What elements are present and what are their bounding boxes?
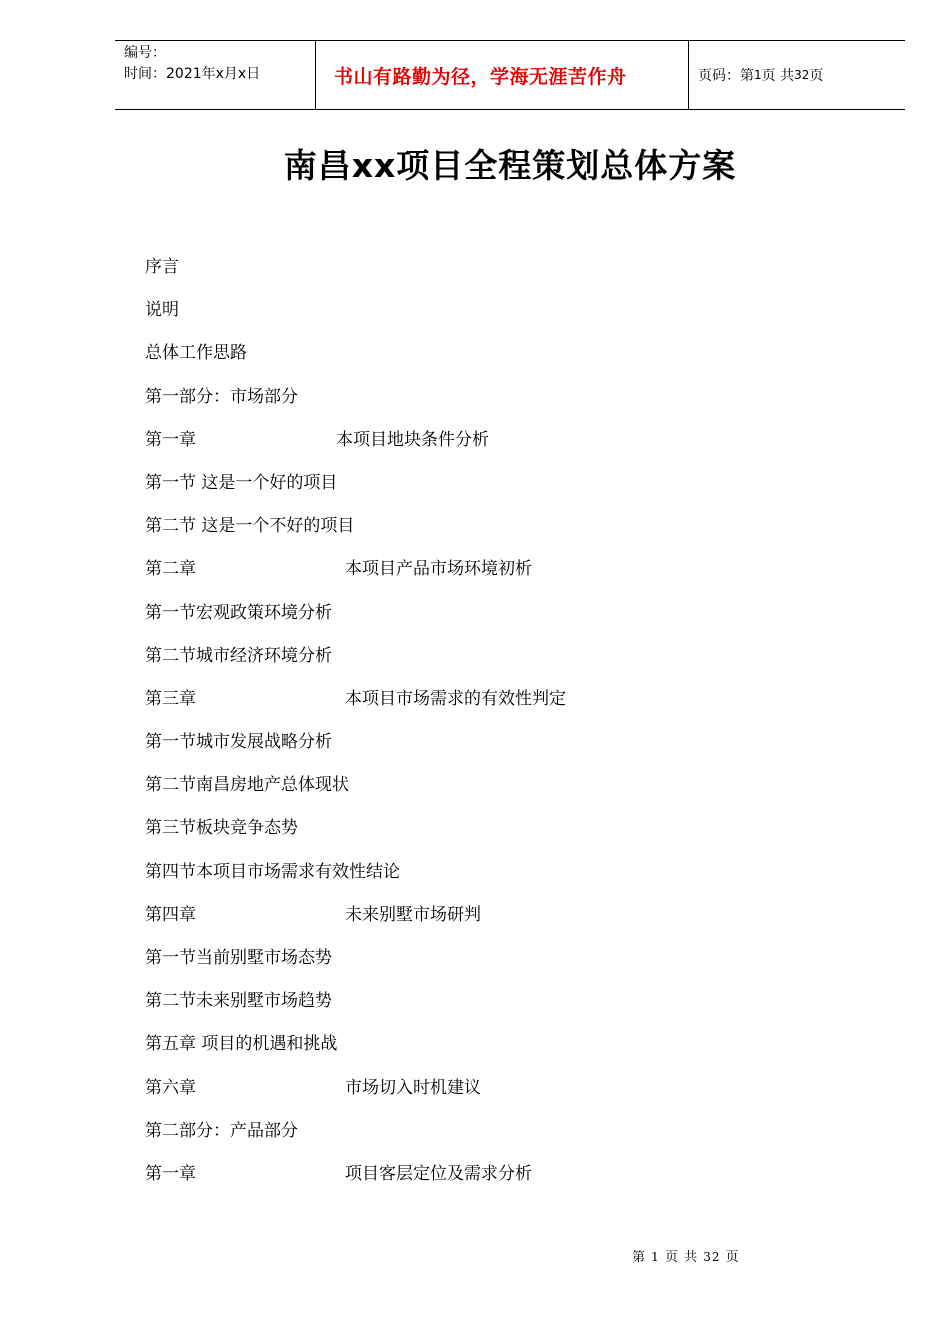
- toc-item: [145, 511, 400, 554]
- toc-item: [145, 425, 489, 468]
- toc-item-label: 总体工作思路: [145, 343, 247, 364]
- footer-mid: 页 共: [664, 1250, 699, 1265]
- toc-item: [145, 900, 481, 943]
- header-meta-cell: [115, 41, 316, 109]
- document-title: 南昌xx项目全程策划总体方案: [283, 146, 737, 185]
- header-page-total: 32: [794, 68, 810, 82]
- toc-item-label: 第三章: [145, 688, 196, 709]
- toc-item: [145, 1029, 400, 1072]
- toc-item-label: 第三节板块竞争态势: [145, 818, 298, 839]
- toc-item-title: 本项目产品市场环境初析: [345, 559, 532, 580]
- toc-item-label: 第四节本项目市场需求有效性结论: [145, 861, 400, 882]
- toc-item-label: 第一节城市发展战略分析: [145, 732, 332, 753]
- header-page-cell: [689, 41, 905, 109]
- toc-item-label: 第二章: [145, 559, 196, 580]
- toc-item-label: 第二部分：产品部分: [145, 1120, 298, 1141]
- toc-item: [145, 857, 400, 900]
- toc-item: [145, 727, 400, 770]
- header-page-prefix: 页码：第: [698, 68, 754, 84]
- header-motto: 书山有路勤为径，学海无涯苦作舟: [334, 65, 627, 88]
- toc-item-title: 项目客层定位及需求分析: [345, 1163, 532, 1184]
- footer-prefix: 第: [632, 1250, 647, 1265]
- header-page-suffix: 页: [809, 68, 824, 84]
- footer-suffix: 页: [725, 1250, 740, 1265]
- header-number-label: 编号：: [124, 45, 166, 61]
- toc-item-label: 第一节当前别墅市场态势: [145, 948, 332, 968]
- toc-item: [145, 770, 400, 813]
- toc-item: [145, 598, 400, 641]
- toc-item: [145, 684, 566, 727]
- header-time-label: 时间：2021年x月x日: [124, 66, 261, 82]
- toc-item-label: 第一章: [145, 429, 196, 450]
- toc-item: [145, 468, 400, 511]
- header-page-current: 1: [754, 68, 762, 82]
- page-footer: [632, 1246, 740, 1265]
- table-of-contents: [145, 252, 566, 1202]
- toc-item: [145, 338, 400, 381]
- toc-item-label: 第五章 项目的机遇和挑战: [145, 1034, 338, 1055]
- toc-item: [145, 1073, 481, 1116]
- toc-item: [145, 943, 400, 986]
- toc-item-title: 未来别墅市场研判: [345, 904, 481, 925]
- toc-item-label: 第一部分：市场部分: [145, 386, 298, 407]
- toc-item-label: 第一节宏观政策环境分析: [145, 602, 332, 623]
- toc-item-label: 第二节 这是一个不好的项目: [145, 516, 355, 537]
- toc-item-label: 第一章: [145, 1163, 196, 1184]
- toc-item: [145, 1159, 532, 1202]
- toc-item: [145, 641, 400, 684]
- toc-item-label: 第二节南昌房地产总体现状: [145, 775, 349, 796]
- toc-item-title: 本项目地块条件分析: [336, 429, 489, 450]
- toc-item-label: 第六章: [145, 1077, 196, 1098]
- toc-item-label: 说明: [145, 300, 179, 321]
- toc-item-label: 第一节 这是一个好的项目: [145, 472, 338, 493]
- footer-total: 32: [703, 1250, 721, 1264]
- toc-item-label: 第四章: [145, 904, 196, 925]
- toc-item: [145, 382, 400, 425]
- toc-item: [145, 295, 400, 338]
- toc-item: [145, 1116, 400, 1159]
- header-motto-cell: [316, 41, 689, 109]
- toc-item-title: 市场切入时机建议: [345, 1077, 481, 1098]
- page-header: [115, 40, 905, 110]
- footer-current: 1: [651, 1250, 660, 1264]
- toc-item: [145, 554, 532, 597]
- toc-item-label: 序言: [145, 257, 179, 277]
- toc-item: [145, 252, 400, 295]
- toc-item-title: 本项目市场需求的有效性判定: [345, 688, 566, 709]
- toc-item-label: 第二节未来别墅市场趋势: [145, 991, 332, 1012]
- toc-item: [145, 986, 400, 1029]
- toc-item-label: 第二节城市经济环境分析: [145, 645, 332, 666]
- toc-item: [145, 813, 400, 856]
- header-page-mid: 页 共: [761, 68, 795, 84]
